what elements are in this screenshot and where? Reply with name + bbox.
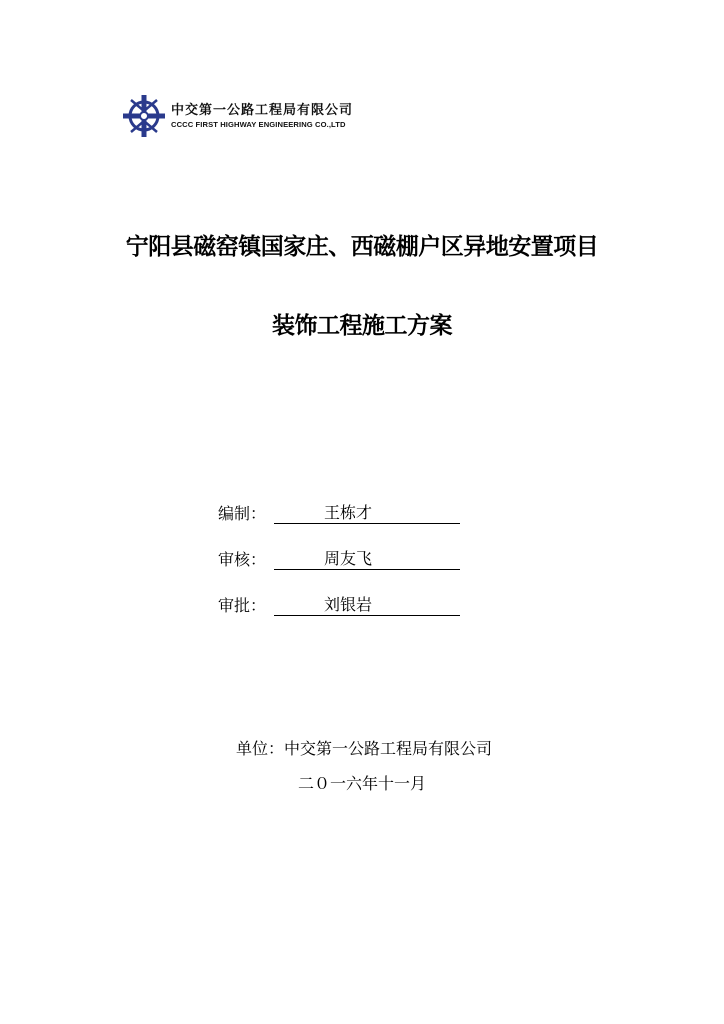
document-title-line-2: 装饰工程施工方案 xyxy=(272,313,452,339)
company-logo-block xyxy=(122,94,353,138)
document-title-line-1: 宁阳县磁窑镇国家庄、西磁棚户区异地安置项目 xyxy=(125,234,599,260)
company-name-cn: 中交第一公路工程局有限公司 xyxy=(171,102,354,118)
signature-row-approver xyxy=(218,592,460,616)
company-name-block xyxy=(171,103,353,130)
signature-label: 审核： xyxy=(218,550,267,569)
signature-value: 刘银岩 xyxy=(274,595,460,616)
cccc-logo-icon xyxy=(122,94,166,138)
signature-label: 审批： xyxy=(218,596,267,615)
signature-value: 周友飞 xyxy=(274,549,460,570)
signature-row-compiler xyxy=(218,500,460,524)
issue-date: 二０一六年十一月 xyxy=(297,774,426,793)
signature-label: 编制： xyxy=(218,504,267,523)
company-name-en: CCCC FIRST HIGHWAY ENGINEERING CO.,LTD xyxy=(171,119,346,129)
signature-value: 王栋才 xyxy=(274,503,460,524)
signature-row-reviewer xyxy=(218,546,460,570)
issuing-unit: 单位：中交第一公路工程局有限公司 xyxy=(235,739,492,758)
